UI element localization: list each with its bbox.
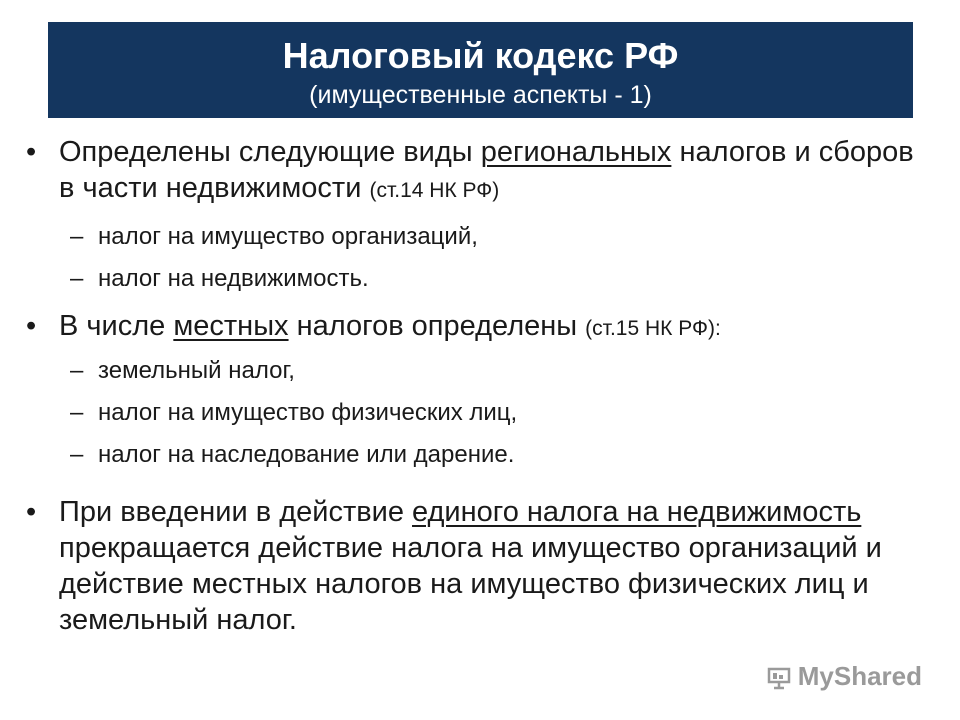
list-item: – налог на имущество физических лиц, xyxy=(70,399,518,426)
underlined-term: местных xyxy=(173,310,289,342)
underlined-term: единого налога на недвижимость xyxy=(412,496,862,528)
page-title: Налоговый кодекс РФ xyxy=(282,35,679,76)
list-item: – налог на недвижимость. xyxy=(70,265,369,292)
article-reference: (ст.14 НК РФ) xyxy=(369,179,500,202)
page-subtitle: (имущественные аспекты - 1) xyxy=(309,81,652,109)
watermark-text: MyShared xyxy=(797,661,922,691)
bullet-local-taxes xyxy=(26,308,936,347)
list-item: – налог на наследование или дарение. xyxy=(70,441,515,468)
presentation-icon xyxy=(766,664,792,690)
bullet-text: При введении в действие единого налога на недвижимость прекращается действие налога на имущество организаций и действие местных налогов на имущество физических лиц и земельный налог. xyxy=(59,496,882,636)
list-item: – земельный налог, xyxy=(70,357,295,384)
bullet-text: Определены следующие виды региональных налогов и сборов в части недвижимости (ст.14 НК РФ) xyxy=(59,136,914,204)
bullet-marker: • xyxy=(26,310,37,342)
bullet-marker: • xyxy=(26,496,37,528)
bullet-marker: • xyxy=(26,136,37,168)
list-item: – налог на имущество организаций, xyxy=(70,223,478,250)
article-reference: (ст.15 НК РФ): xyxy=(585,317,721,340)
title-banner xyxy=(48,22,913,118)
bullet-regional-taxes xyxy=(26,134,936,209)
watermark xyxy=(766,661,922,692)
bullet-text: В числе местных налогов определены (ст.15 НК РФ): xyxy=(59,310,721,342)
underlined-term: региональных xyxy=(480,136,672,168)
bullet-unified-tax xyxy=(26,494,936,638)
